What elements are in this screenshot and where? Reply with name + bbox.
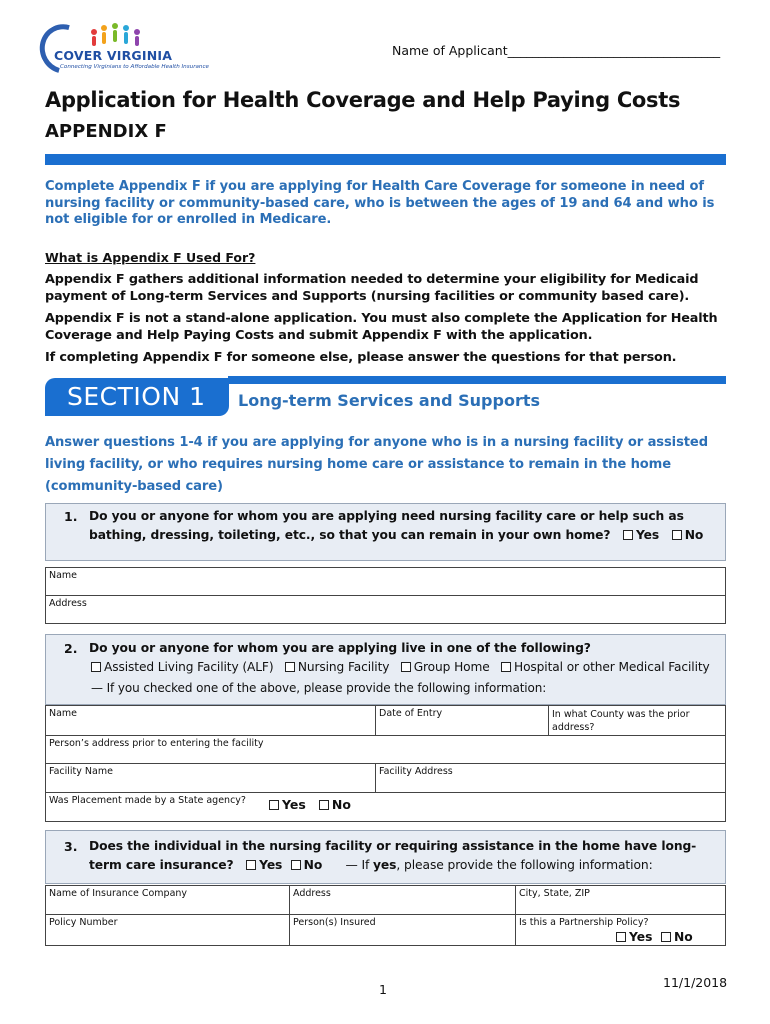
field-label: Policy Number bbox=[49, 917, 118, 928]
page-title: Application for Health Coverage and Help Paying Costs bbox=[45, 88, 681, 112]
field-label: Name bbox=[49, 708, 78, 719]
field-label: Name bbox=[49, 570, 78, 581]
placement-yes-checkbox[interactable] bbox=[269, 800, 279, 810]
section-instructions: Answer questions 1-4 if you are applying for anyone who is in a nursing facility or assisted living facility, or who requires nursing home care or assistance to remain in the home (community-based care) bbox=[45, 435, 708, 494]
q3-no-checkbox[interactable] bbox=[291, 860, 301, 870]
logo-text: COVER VIRGINIA bbox=[54, 48, 173, 63]
q3-followup-bold: yes bbox=[373, 858, 397, 872]
question-3-label: Does the individual in the nursing facility or requiring assistance in the home have long-term care insurance? bbox=[89, 839, 697, 872]
field-label: Person’s address prior to entering the facility bbox=[49, 738, 264, 749]
placement-options bbox=[269, 797, 351, 812]
q3-city-field[interactable] bbox=[515, 885, 726, 915]
applicant-name-field[interactable]: Name of Applicant__________________________________ bbox=[392, 43, 721, 58]
q2-option-checkbox[interactable] bbox=[401, 662, 411, 672]
q2-options bbox=[91, 658, 710, 677]
field-label: Person(s) Insured bbox=[293, 917, 376, 928]
q1-no-checkbox[interactable] bbox=[672, 530, 682, 540]
revision-date: 11/1/2018 bbox=[663, 975, 728, 990]
q2-name-field[interactable] bbox=[45, 705, 376, 736]
partnership-yes-label: Yes bbox=[629, 930, 653, 944]
q2-date-of-entry-field[interactable] bbox=[375, 705, 549, 736]
q1-yes-checkbox[interactable] bbox=[623, 530, 633, 540]
used-for-heading: What is Appendix F Used For? bbox=[45, 250, 256, 265]
field-label: Name of Insurance Company bbox=[49, 888, 188, 899]
q2-placement-field bbox=[45, 792, 726, 822]
field-label: Facility Name bbox=[49, 766, 113, 777]
cover-virginia-logo bbox=[40, 22, 209, 78]
q2-facility-address-field[interactable] bbox=[375, 763, 726, 793]
q3-yes-checkbox[interactable] bbox=[246, 860, 256, 870]
question-1-box bbox=[45, 503, 726, 561]
q2-option-checkbox[interactable] bbox=[501, 662, 511, 672]
field-label: City, State, ZIP bbox=[519, 888, 590, 899]
question-2-label: Do you or anyone for whom you are applying live in one of the following? bbox=[89, 641, 591, 655]
section-tab: SECTION 1 bbox=[45, 378, 229, 416]
used-for-paragraph-1: Appendix F gathers additional information needed to determine your eligibility for Medicaid payment of Long-term Services and Supports (nursing facilities or community based care). bbox=[45, 272, 699, 304]
q3-followup-post: , please provide the following information: bbox=[396, 858, 653, 872]
q2-facility-name-field[interactable] bbox=[45, 763, 376, 793]
q3-insured-field[interactable] bbox=[289, 914, 516, 946]
question-3-text bbox=[89, 837, 719, 875]
q3-partnership-field bbox=[515, 914, 726, 946]
q2-prior-address-field[interactable] bbox=[45, 735, 726, 764]
q2-option-label: Hospital or other Medical Facility bbox=[514, 660, 710, 674]
q1-name-field[interactable] bbox=[45, 567, 726, 596]
q2-option-checkbox[interactable] bbox=[91, 662, 101, 672]
used-for-paragraph-2: Appendix F is not a stand-alone application. You must also complete the Application for Health Coverage and Help Paying Costs and submit Appendix F with the application. bbox=[45, 311, 718, 343]
field-label: In what County was the prior address? bbox=[552, 709, 690, 733]
intro-text: Complete Appendix F if you are applying for Health Care Coverage for someone in need of nursing facility or community-based care, who is between the ages of 19 and 64 and who is not eligible for or enrolled in Medicare. bbox=[45, 179, 715, 227]
placement-yes-label: Yes bbox=[282, 797, 306, 812]
q3-followup-pre: — If bbox=[345, 858, 374, 872]
question-2-box bbox=[45, 634, 726, 705]
question-1-text bbox=[89, 507, 709, 545]
question-1-label: Do you or anyone for whom you are applying need nursing facility care or help such as bathing, dressing, toileting, etc., so that you can remain in your own home? bbox=[89, 509, 684, 542]
field-label: Is this a Partnership Policy? bbox=[519, 917, 649, 928]
q3-address-field[interactable] bbox=[289, 885, 516, 915]
q2-option-checkbox[interactable] bbox=[285, 662, 295, 672]
q3-company-field[interactable] bbox=[45, 885, 290, 915]
page-number: 1 bbox=[379, 982, 387, 997]
field-label: Address bbox=[49, 598, 87, 609]
partnership-no-checkbox[interactable] bbox=[661, 932, 671, 942]
page-subtitle: APPENDIX F bbox=[45, 121, 167, 142]
q2-option-label: Group Home bbox=[413, 660, 490, 674]
q1-address-field[interactable] bbox=[45, 595, 726, 624]
question-number: 1. bbox=[64, 509, 78, 524]
question-number: 2. bbox=[64, 641, 78, 656]
placement-no-checkbox[interactable] bbox=[319, 800, 329, 810]
title-divider bbox=[45, 154, 726, 165]
q1-no-label: No bbox=[684, 528, 704, 542]
q2-county-field[interactable] bbox=[548, 705, 726, 736]
field-label: Facility Address bbox=[379, 766, 453, 777]
partnership-options bbox=[616, 930, 693, 944]
section-divider bbox=[228, 376, 726, 384]
question-number: 3. bbox=[64, 839, 78, 854]
used-for-paragraph-3: If completing Appendix F for someone else, please answer the questions for that person. bbox=[45, 350, 677, 365]
field-label: Address bbox=[293, 888, 331, 899]
field-label: Date of Entry bbox=[379, 708, 443, 719]
q3-no-label: No bbox=[303, 858, 323, 872]
question-3-box bbox=[45, 830, 726, 884]
partnership-no-label: No bbox=[674, 930, 693, 944]
section-title: Long-term Services and Supports bbox=[238, 391, 540, 410]
q1-yes-label: Yes bbox=[636, 528, 660, 542]
placement-no-label: No bbox=[331, 797, 351, 812]
q2-option-label: Assisted Living Facility (ALF) bbox=[104, 660, 274, 674]
q3-yes-label: Yes bbox=[259, 858, 283, 872]
partnership-yes-checkbox[interactable] bbox=[616, 932, 626, 942]
q2-option-label: Nursing Facility bbox=[297, 660, 390, 674]
q2-followup: — If you checked one of the above, please provide the following information: bbox=[91, 681, 547, 695]
field-label: Was Placement made by a State agency? bbox=[49, 795, 246, 806]
logo-tagline: Connecting Virginians to Affordable Health Insurance bbox=[60, 64, 209, 70]
q3-policy-field[interactable] bbox=[45, 914, 290, 946]
